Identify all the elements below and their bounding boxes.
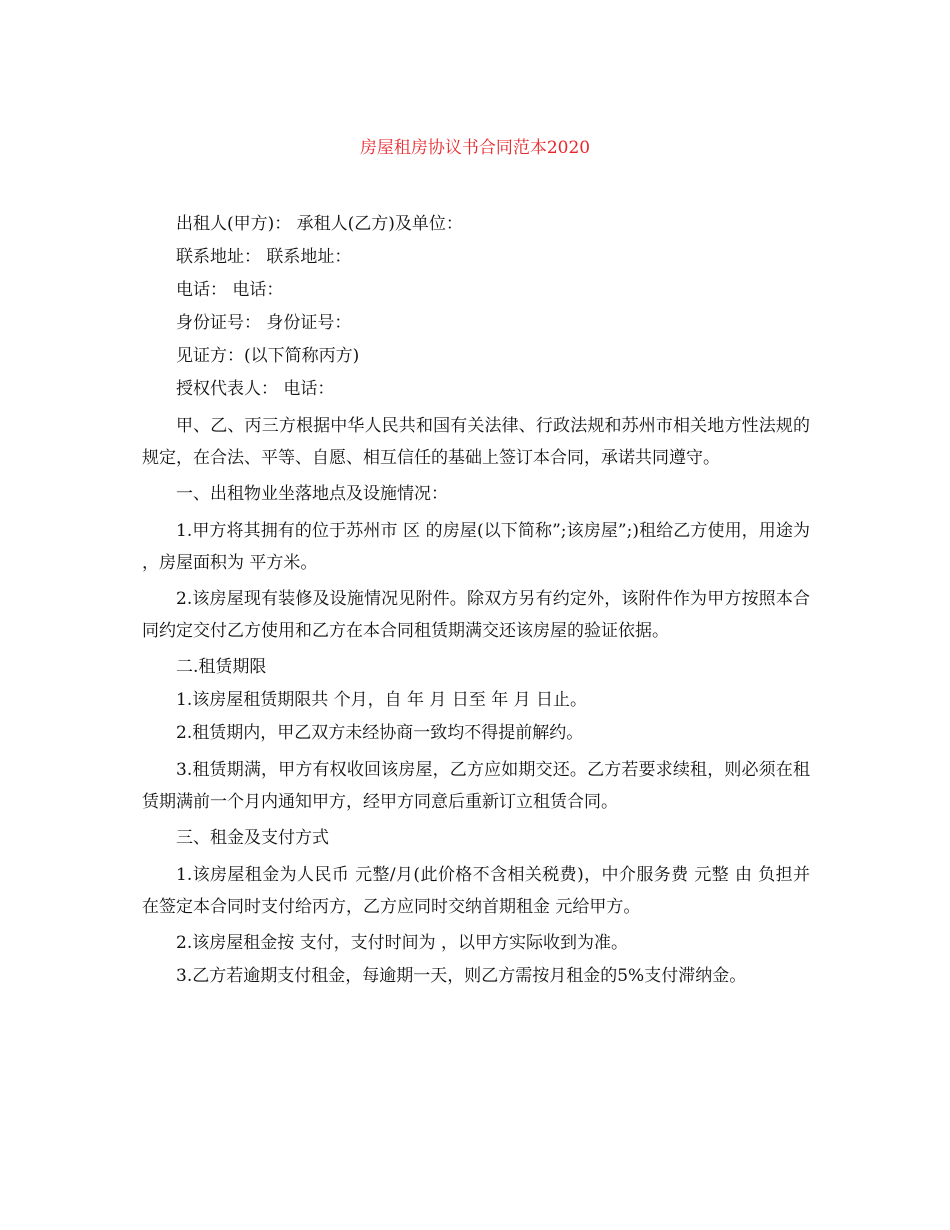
- paragraph-lessor: 出租人(甲方)： 承租人(乙方)及单位：: [176, 214, 463, 234]
- clause-2-2: 2.租赁期内，甲乙双方未经协商一致均不得提前解约。: [176, 723, 584, 743]
- section-heading-3: 三、租金及支付方式: [176, 828, 329, 848]
- paragraph-address: 联系地址： 联系地址：: [176, 247, 352, 267]
- clause-3-2: 2.该房屋租金按 支付，支付时间为 ，以甲方实际收到为准。: [176, 933, 629, 953]
- paragraph-preamble: 甲、乙、丙三方根据中华人民共和国有关法律、行政法规和苏州市相关地方性法规的规定，在合法、平等、自愿、相互信任的基础上签订本合同，承诺共同遵守。: [142, 416, 810, 468]
- section-heading-2: 二.租赁期限: [176, 657, 267, 677]
- clause-1-1: 1.甲方将其拥有的位于苏州市 区 的房屋(以下简称”;该房屋”;)租给乙方使用，用途为 ，房屋面积为 平方米。: [142, 521, 810, 573]
- clause-1-2: 2.该房屋现有装修及设施情况见附件。除双方另有约定外，该附件作为甲方按照本合同约定交付乙方使用和乙方在本合同租赁期满交还该房屋的验证依据。: [142, 589, 810, 641]
- section-heading-1: 一、出租物业坐落地点及设施情况：: [176, 484, 448, 504]
- clause-3-1: 1.该房屋租金为人民币 元整/月(此价格不含相关税费)，中介服务费 元整 由 负担并在签定本合同时支付给丙方，乙方应同时交纳首期租金 元给甲方。: [142, 865, 810, 917]
- paragraph-phone: 电话： 电话：: [176, 280, 284, 300]
- clause-2-1: 1.该房屋租赁期限共 个月，自 年 月 日至 年 月 日止。: [176, 690, 588, 710]
- paragraph-id-number: 身份证号： 身份证号：: [176, 313, 352, 333]
- clause-3-3: 3.乙方若逾期支付租金，每逾期一天，则乙方需按月租金的5%支付滞纳金。: [176, 966, 747, 986]
- document-title: 房屋租房协议书合同范本2020: [359, 138, 591, 158]
- document-body: [142, 208, 810, 993]
- paragraph-witness: 见证方：(以下简称丙方): [176, 346, 360, 366]
- paragraph-authorized-rep: 授权代表人： 电话：: [176, 379, 335, 399]
- clause-2-3: 3.租赁期满，甲方有权收回该房屋，乙方应如期交还。乙方若要求续租，则必须在租赁期满前一个月内通知甲方，经甲方同意后重新订立租赁合同。: [142, 760, 810, 812]
